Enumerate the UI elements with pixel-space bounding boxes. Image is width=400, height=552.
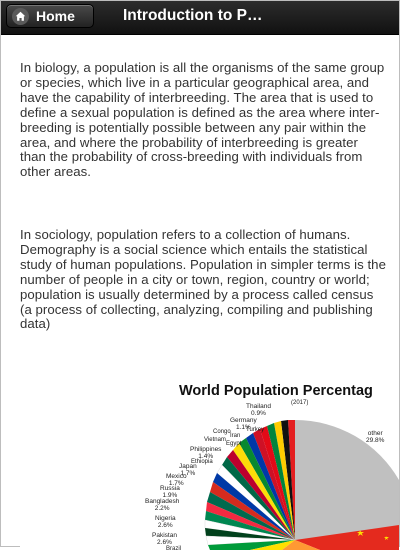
- label-brazil: Brazil: [166, 546, 182, 552]
- label-egypt: Egypt: [226, 441, 242, 447]
- label-thailand: Thailand 0.9%: [246, 403, 271, 417]
- label-congo: Congo: [213, 429, 231, 435]
- label-ethiopia: Ethiopia: [191, 459, 213, 465]
- paragraph-biology: In biology, a population is all the organisms of the same group or species, which live in a particular geographical area, and have the capability of interbreeding. The area that is used to define a sexual population is defined as the area where inter-breeding is potentially possible between any pair within the area, and where the probability of interbreeding is greater than the probability of cross-breeding with individuals from other areas.: [20, 60, 385, 180]
- chart-year: (2017): [291, 400, 309, 406]
- chart-title: World Population Percentag: [179, 383, 373, 399]
- label-nigeria: Nigeria 2.6%: [155, 515, 176, 529]
- population-pie-graphic: [20, 380, 399, 550]
- label-bangladesh: Bangladesh 2.2%: [145, 498, 180, 512]
- header-bar: [1, 1, 399, 35]
- label-mexico: Mexico 1.7%: [166, 473, 187, 487]
- label-philippines: Philippines 1.4%: [190, 446, 222, 460]
- home-label: Home: [36, 8, 75, 24]
- population-chart-image: [20, 380, 399, 550]
- label-pakistan: Pakistan 2.6%: [152, 532, 177, 546]
- home-icon: [12, 8, 29, 25]
- label-other: other 29.8%: [366, 430, 385, 444]
- label-germany: Germany 1.1%: [230, 417, 257, 431]
- label-russia: Russia 1.9%: [160, 485, 180, 499]
- label-japan: Japan 1.7%: [179, 463, 197, 477]
- home-button[interactable]: [6, 4, 94, 28]
- label-vietnam: Vietnam: [204, 437, 226, 443]
- label-iran: Iran: [230, 433, 241, 439]
- label-turkey: Turkey: [246, 427, 265, 433]
- page-title: Introduction to P…: [123, 7, 263, 24]
- paragraph-sociology: In sociology, population refers to a collection of humans. Demography is a social science which entails the statistical study of human populations. Population in simpler terms is the number of people in a city or town, region, country or world; population is usually determined by a process called census (a process of collecting, analyzing, compiling and publishing data): [20, 227, 386, 332]
